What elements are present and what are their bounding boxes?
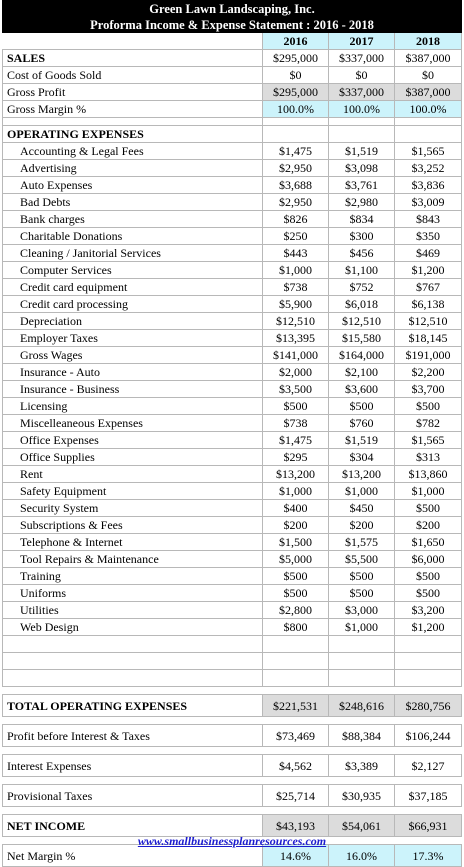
value-2016: $1,500 xyxy=(263,534,329,551)
value-2016: $295,000 xyxy=(263,50,329,67)
expense-row xyxy=(3,262,462,279)
expense-row xyxy=(3,228,462,245)
row-label: Training xyxy=(3,568,263,585)
value-2018: $313 xyxy=(395,449,462,466)
value-2018: $1,650 xyxy=(395,534,462,551)
expense-row xyxy=(3,432,462,449)
value-2018: $1,200 xyxy=(395,262,462,279)
empty-cell xyxy=(395,636,462,653)
expense-row xyxy=(3,500,462,517)
row-label: Cost of Goods Sold xyxy=(3,67,263,84)
value-2017: $88,384 xyxy=(329,725,395,747)
row-label: Office Expenses xyxy=(3,432,263,449)
operating-expenses-heading-row xyxy=(3,126,462,143)
value-2017: $248,616 xyxy=(329,695,395,717)
value-2018: $767 xyxy=(395,279,462,296)
value-2017: $1,519 xyxy=(329,143,395,160)
empty-cell xyxy=(329,126,395,143)
row-label: Depreciation xyxy=(3,313,263,330)
value-2016: $826 xyxy=(263,211,329,228)
expense-row xyxy=(3,347,462,364)
company-name: Green Lawn Landscaping, Inc. xyxy=(3,1,462,17)
row-label: Web Design xyxy=(3,619,263,636)
value-2018: $387,000 xyxy=(395,84,462,101)
value-2016: $295 xyxy=(263,449,329,466)
value-2016: $5,900 xyxy=(263,296,329,313)
value-2017: $15,580 xyxy=(329,330,395,347)
value-2018: $1,200 xyxy=(395,619,462,636)
value-2017: $1,575 xyxy=(329,534,395,551)
summary-row xyxy=(3,785,462,807)
value-2017: $834 xyxy=(329,211,395,228)
value-2018: $200 xyxy=(395,517,462,534)
row-label: Charitable Donations xyxy=(3,228,263,245)
row-label: Miscelleaneous Expenses xyxy=(3,415,263,432)
operating-expenses-heading: OPERATING EXPENSES xyxy=(3,126,263,143)
expense-row xyxy=(3,568,462,585)
value-2016: 100.0% xyxy=(263,101,329,118)
value-2018: $12,510 xyxy=(395,313,462,330)
row-label: Office Supplies xyxy=(3,449,263,466)
row-label: Insurance - Business xyxy=(3,381,263,398)
value-2016: $1,475 xyxy=(263,432,329,449)
empty-cell xyxy=(395,670,462,687)
value-2016: 14.6% xyxy=(263,845,329,867)
value-2016: $2,950 xyxy=(263,160,329,177)
spacer-row xyxy=(3,687,462,695)
empty-cell xyxy=(329,118,395,126)
empty-cell xyxy=(3,118,263,126)
row-label: Auto Expenses xyxy=(3,177,263,194)
value-2017: $1,000 xyxy=(329,483,395,500)
empty-cell xyxy=(3,636,263,653)
value-2016: $1,000 xyxy=(263,262,329,279)
value-2017: $450 xyxy=(329,500,395,517)
value-2017: $752 xyxy=(329,279,395,296)
value-2017: $0 xyxy=(329,67,395,84)
row-label: Credit card processing xyxy=(3,296,263,313)
spacer-row xyxy=(3,717,462,725)
value-2018: $500 xyxy=(395,398,462,415)
empty-cell xyxy=(263,126,329,143)
expense-row xyxy=(3,177,462,194)
value-2016: $12,510 xyxy=(263,313,329,330)
value-2017: $500 xyxy=(329,585,395,602)
value-2018: $3,009 xyxy=(395,194,462,211)
value-2018: $3,700 xyxy=(395,381,462,398)
empty-row xyxy=(3,118,462,126)
value-2018: $469 xyxy=(395,245,462,262)
expense-row xyxy=(3,364,462,381)
value-2016: $295,000 xyxy=(263,84,329,101)
value-2018: $3,836 xyxy=(395,177,462,194)
spacer-cell xyxy=(3,717,462,725)
row-label: Bad Debts xyxy=(3,194,263,211)
value-2017: $3,389 xyxy=(329,755,395,777)
value-2016: $221,531 xyxy=(263,695,329,717)
row-label: Utilities xyxy=(3,602,263,619)
value-2017: $3,000 xyxy=(329,602,395,619)
value-2016: $13,200 xyxy=(263,466,329,483)
year-header-2018: 2018 xyxy=(395,33,462,50)
row-label: Gross Profit xyxy=(3,84,263,101)
value-2016: $800 xyxy=(263,619,329,636)
value-2017: $337,000 xyxy=(329,84,395,101)
summary-row xyxy=(3,755,462,777)
value-2018: $843 xyxy=(395,211,462,228)
expense-row xyxy=(3,534,462,551)
value-2017: $5,500 xyxy=(329,551,395,568)
empty-cell xyxy=(395,653,462,670)
expense-row xyxy=(3,313,462,330)
value-2017: $2,100 xyxy=(329,364,395,381)
summary-row xyxy=(3,67,462,84)
row-label: TOTAL OPERATING EXPENSES xyxy=(3,695,263,717)
expense-row xyxy=(3,381,462,398)
spacer-cell xyxy=(3,687,462,695)
row-label: Bank charges xyxy=(3,211,263,228)
value-2017: $304 xyxy=(329,449,395,466)
value-2018: $2,200 xyxy=(395,364,462,381)
value-2018: $500 xyxy=(395,500,462,517)
value-2017: $12,510 xyxy=(329,313,395,330)
value-2016: $400 xyxy=(263,500,329,517)
value-2018: $0 xyxy=(395,67,462,84)
expense-row xyxy=(3,279,462,296)
value-2016: $1,000 xyxy=(263,483,329,500)
expense-row xyxy=(3,449,462,466)
row-label: Advertising xyxy=(3,160,263,177)
value-2018: $1,565 xyxy=(395,432,462,449)
value-2018: $280,756 xyxy=(395,695,462,717)
row-label: Interest Expenses xyxy=(3,755,263,777)
empty-cell xyxy=(3,653,263,670)
value-2018: $387,000 xyxy=(395,50,462,67)
value-2017: $164,000 xyxy=(329,347,395,364)
row-label: Employer Taxes xyxy=(3,330,263,347)
empty-cell xyxy=(263,636,329,653)
row-label: Subscriptions & Fees xyxy=(3,517,263,534)
summary-row xyxy=(3,50,462,67)
year-header-2016: 2016 xyxy=(263,33,329,50)
value-2016: $2,000 xyxy=(263,364,329,381)
value-2018: $350 xyxy=(395,228,462,245)
value-2018: $500 xyxy=(395,585,462,602)
summary-row xyxy=(3,695,462,717)
value-2018: $3,252 xyxy=(395,160,462,177)
empty-cell xyxy=(3,670,263,687)
expense-row xyxy=(3,466,462,483)
summary-row xyxy=(3,84,462,101)
value-2018: $1,565 xyxy=(395,143,462,160)
title-row-company xyxy=(3,1,462,17)
value-2018: 17.3% xyxy=(395,845,462,867)
value-2016: $443 xyxy=(263,245,329,262)
value-2016: $25,714 xyxy=(263,785,329,807)
spacer-cell xyxy=(3,807,462,815)
expense-row xyxy=(3,194,462,211)
value-2018: $13,860 xyxy=(395,466,462,483)
row-label: Security System xyxy=(3,500,263,517)
expense-row xyxy=(3,330,462,347)
value-2017: 100.0% xyxy=(329,101,395,118)
expense-row xyxy=(3,551,462,568)
row-label: Telephone & Internet xyxy=(3,534,263,551)
spacer-row xyxy=(3,807,462,815)
value-2016: $0 xyxy=(263,67,329,84)
value-2017: 16.0% xyxy=(329,845,395,867)
value-2017: $1,000 xyxy=(329,619,395,636)
value-2018: $37,185 xyxy=(395,785,462,807)
value-2016: $73,469 xyxy=(263,725,329,747)
expense-row xyxy=(3,296,462,313)
value-2018: $66,931 xyxy=(395,815,462,837)
empty-cell xyxy=(263,670,329,687)
value-2016: $200 xyxy=(263,517,329,534)
row-label: Credit card equipment xyxy=(3,279,263,296)
value-2016: $500 xyxy=(263,585,329,602)
expense-row xyxy=(3,160,462,177)
expense-row xyxy=(3,398,462,415)
title-row-statement xyxy=(3,17,462,33)
row-label: Provisional Taxes xyxy=(3,785,263,807)
row-label: Insurance - Auto xyxy=(3,364,263,381)
value-2016: $13,395 xyxy=(263,330,329,347)
empty-cell xyxy=(329,653,395,670)
empty-row xyxy=(3,653,462,670)
year-header-spacer xyxy=(3,33,263,50)
spacer-cell xyxy=(3,747,462,755)
expense-row xyxy=(3,619,462,636)
value-2017: $2,980 xyxy=(329,194,395,211)
empty-cell xyxy=(395,126,462,143)
year-header-2017: 2017 xyxy=(329,33,395,50)
value-2018: $782 xyxy=(395,415,462,432)
value-2016: $43,193 xyxy=(263,815,329,837)
row-label: Gross Margin % xyxy=(3,101,263,118)
value-2018: $1,000 xyxy=(395,483,462,500)
row-label: Accounting & Legal Fees xyxy=(3,143,263,160)
expense-row xyxy=(3,483,462,500)
row-label: Uniforms xyxy=(3,585,263,602)
value-2017: $3,600 xyxy=(329,381,395,398)
row-label: NET INCOME xyxy=(3,815,263,837)
statement-title: Proforma Income & Expense Statement : 2016 - 2018 xyxy=(3,17,462,33)
value-2016: $5,000 xyxy=(263,551,329,568)
empty-cell xyxy=(263,118,329,126)
value-2017: $500 xyxy=(329,568,395,585)
value-2018: $6,000 xyxy=(395,551,462,568)
row-label: Cleaning / Janitorial Services xyxy=(3,245,263,262)
value-2017: $1,519 xyxy=(329,432,395,449)
value-2018: $18,145 xyxy=(395,330,462,347)
value-2016: $1,475 xyxy=(263,143,329,160)
value-2017: $300 xyxy=(329,228,395,245)
row-label: Safety Equipment xyxy=(3,483,263,500)
expense-row xyxy=(3,143,462,160)
value-2017: $760 xyxy=(329,415,395,432)
year-header-row xyxy=(3,33,462,50)
income-statement-table xyxy=(2,0,462,867)
value-2016: $500 xyxy=(263,568,329,585)
value-2016: $738 xyxy=(263,415,329,432)
footer-website-link[interactable]: www.smallbusinessplanresources.com xyxy=(137,834,327,848)
expense-row xyxy=(3,585,462,602)
value-2017: $3,098 xyxy=(329,160,395,177)
value-2018: $3,200 xyxy=(395,602,462,619)
expense-row xyxy=(3,211,462,228)
value-2016: $3,688 xyxy=(263,177,329,194)
value-2016: $3,500 xyxy=(263,381,329,398)
value-2016: $4,562 xyxy=(263,755,329,777)
empty-cell xyxy=(329,670,395,687)
value-2018: $191,000 xyxy=(395,347,462,364)
value-2017: $3,761 xyxy=(329,177,395,194)
value-2018: $106,244 xyxy=(395,725,462,747)
value-2016: $250 xyxy=(263,228,329,245)
value-2016: $500 xyxy=(263,398,329,415)
row-label: Gross Wages xyxy=(3,347,263,364)
empty-cell xyxy=(263,653,329,670)
value-2016: $141,000 xyxy=(263,347,329,364)
empty-cell xyxy=(395,118,462,126)
row-label: Net Margin % xyxy=(3,845,263,867)
value-2018: $2,127 xyxy=(395,755,462,777)
expense-row xyxy=(3,602,462,619)
value-2018: $6,138 xyxy=(395,296,462,313)
value-2017: $1,100 xyxy=(329,262,395,279)
row-label: SALES xyxy=(3,50,263,67)
value-2018: 100.0% xyxy=(395,101,462,118)
value-2017: $6,018 xyxy=(329,296,395,313)
row-label: Licensing xyxy=(3,398,263,415)
value-2017: $456 xyxy=(329,245,395,262)
value-2017: $200 xyxy=(329,517,395,534)
summary-row xyxy=(3,101,462,118)
row-label: Rent xyxy=(3,466,263,483)
expense-row xyxy=(3,517,462,534)
value-2017: $337,000 xyxy=(329,50,395,67)
row-label: Computer Services xyxy=(3,262,263,279)
value-2018: $500 xyxy=(395,568,462,585)
summary-row xyxy=(3,725,462,747)
empty-row xyxy=(3,670,462,687)
spacer-cell xyxy=(3,777,462,785)
value-2017: $13,200 xyxy=(329,466,395,483)
spacer-row xyxy=(3,747,462,755)
value-2016: $738 xyxy=(263,279,329,296)
expense-row xyxy=(3,415,462,432)
expense-row xyxy=(3,245,462,262)
value-2016: $2,950 xyxy=(263,194,329,211)
value-2017: $30,935 xyxy=(329,785,395,807)
spacer-row xyxy=(3,777,462,785)
row-label: Tool Repairs & Maintenance xyxy=(3,551,263,568)
value-2016: $2,800 xyxy=(263,602,329,619)
empty-row xyxy=(3,636,462,653)
row-label: Profit before Interest & Taxes xyxy=(3,725,263,747)
empty-cell xyxy=(329,636,395,653)
value-2017: $500 xyxy=(329,398,395,415)
value-2017: $54,061 xyxy=(329,815,395,837)
